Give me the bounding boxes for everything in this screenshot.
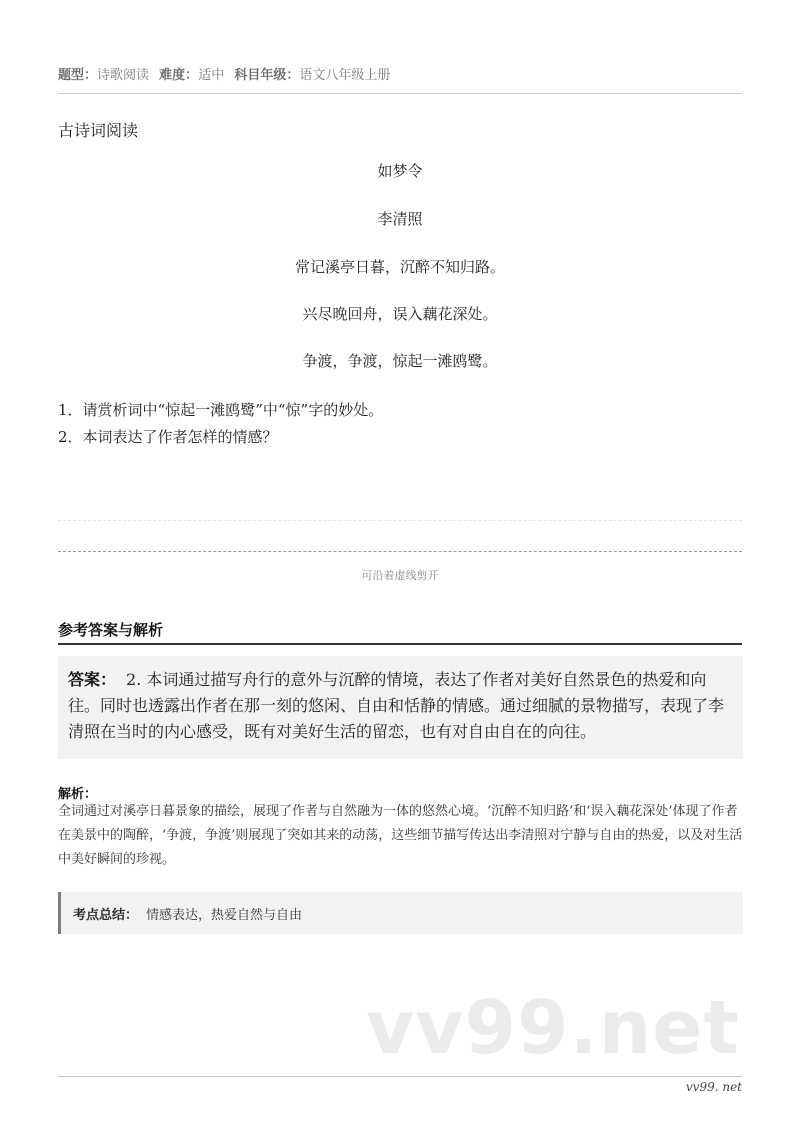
subject-label: 科目年级： (234, 68, 300, 83)
cut-label: 可沿着虚线剪开 (361, 569, 439, 582)
poem-line: 常记溪亭日暮，沉醉不知归路。 (294, 258, 505, 276)
analysis-text: 全词通过对溪亭日暮景象的描绘，展现了作者与自然融为一体的悠然心境。‘沉醉不知归路’和‘误入藕花深处’体现了作者在美景中的陶醉，‘争渡，争渡’则展现了突如其来的动荡，这些细节描写传达出李清照对宁静与自由的热爱，以及对生活中美好瞬间的珍视。 (58, 804, 743, 867)
watermark: vv99.net (366, 985, 740, 1071)
poem-author: 李清照 (377, 210, 423, 228)
poem-line: 兴尽晚回舟，误入藕花深处。 (302, 305, 498, 323)
difficulty-value: 适中 (198, 68, 225, 83)
question-item: 2．本词表达了作者怎样的情感？ (58, 428, 278, 446)
type-value: 诗歌阅读 (97, 68, 150, 83)
question-item: 1．请赏析词中“惊起一滩鸥鹭”中“惊”字的妙处。 (58, 401, 384, 419)
summary-label: 考点总结： (73, 908, 139, 923)
answer-heading-divider (58, 643, 742, 645)
subject-value: 语文八年级上册 (299, 68, 391, 83)
type-label: 题型： (58, 68, 98, 83)
difficulty-label: 难度： (159, 68, 199, 83)
top-divider (58, 93, 742, 94)
section-heading: 古诗词阅读 (58, 121, 139, 140)
answer-label: 答案： (68, 670, 117, 689)
answer-heading: 参考答案与解析 (58, 621, 164, 639)
poem-line: 争渡，争渡，惊起一滩鸥鹭。 (302, 352, 498, 370)
cut-line (58, 551, 742, 552)
footer-site: vv99. net (685, 1080, 742, 1094)
answer-box (58, 656, 743, 759)
summary-box (58, 892, 743, 934)
footer-divider (58, 1076, 742, 1077)
answer-text: 2. 本词通过描写舟行的意外与沉醉的情境，表达了作者对美好自然景色的热爱和向往。同时也透露出作者在那一刻的悠闲、自由和恬静的情感。通过细腻的景物描写，表现了李清照在当时的内心感受，既有对美好生活的留恋，也有对自由自在的向往。 (68, 670, 725, 741)
poem-title: 如梦令 (377, 162, 423, 180)
answer-space-line (58, 520, 742, 521)
analysis-label: 解析： (58, 787, 98, 802)
summary-text: 情感表达，热爱自然与自由 (146, 908, 303, 923)
question-meta (58, 64, 396, 83)
